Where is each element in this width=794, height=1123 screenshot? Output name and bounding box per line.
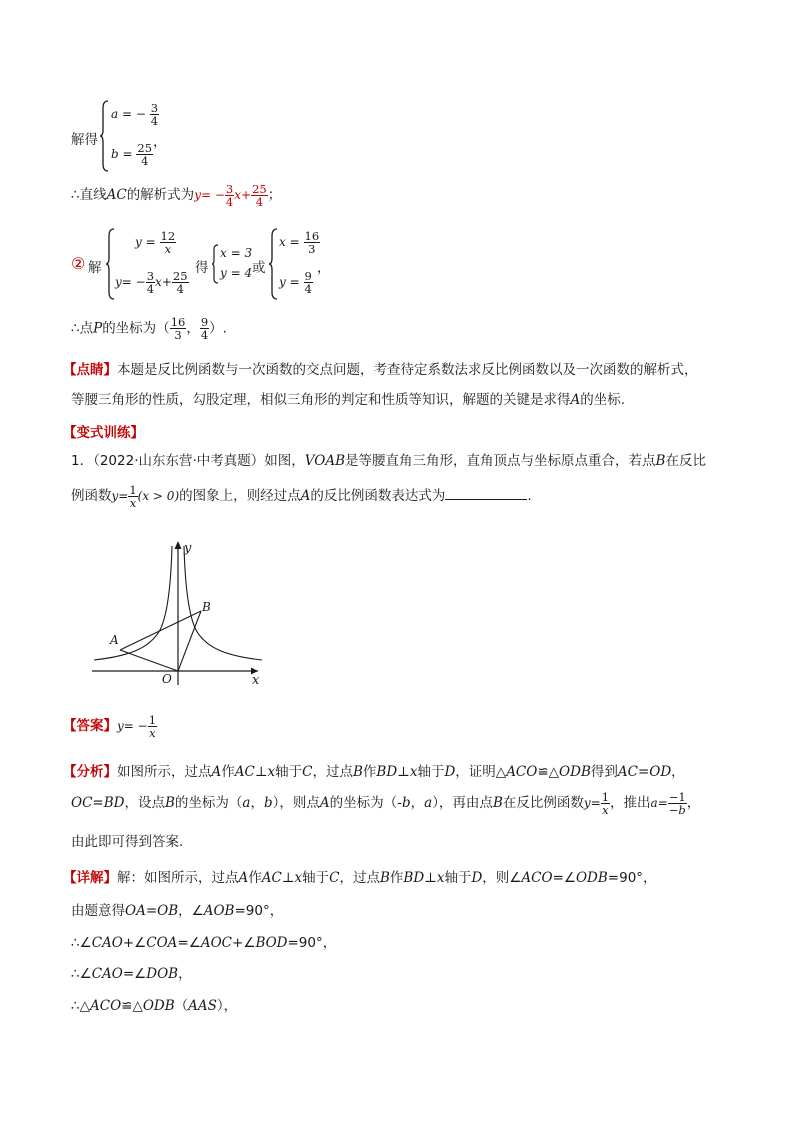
math-symbol: B [379, 870, 390, 886]
text-segment: 轴于 [302, 870, 330, 886]
label-o: O [162, 672, 172, 686]
math-symbol: BOD [255, 935, 288, 951]
left-brace [105, 228, 115, 300]
math-symbol: AC⊥x [261, 870, 303, 886]
solve-label: 解得 [71, 132, 98, 148]
label-y: y [184, 541, 192, 556]
math-symbol: ACO [89, 998, 122, 1014]
text-segment: 轴于 [275, 764, 303, 780]
text-segment: ∴△ [71, 998, 90, 1014]
math-symbol: B [352, 764, 363, 780]
question-line-1: 1．（2022·山东东营·中考真题）如图，VOAB是等腰直角三角形，直角顶点与坐标原点重合，若点B在反比 [71, 453, 706, 469]
text-segment: ≌△ [537, 764, 560, 780]
fraction: $\frac{25}{4}$ [137, 141, 153, 168]
analysis-line-3: 由此即可得到答案. [71, 834, 184, 850]
math-symbol: C [329, 870, 340, 886]
solution-block-1: 解得 a = − $\frac{3}{4}$ b = $\frac{25}{4}$ ， [71, 100, 191, 175]
math-symbol: A [238, 870, 249, 886]
text-segment: ，∠ [178, 903, 204, 919]
detail-line-4 [71, 962, 192, 982]
text-segment: =∠ [552, 870, 576, 886]
y-axis-arrow [175, 541, 182, 549]
math-symbol: OA=OB [125, 903, 179, 919]
math-symbol: C [302, 764, 313, 780]
detail-line-3 [71, 931, 336, 951]
answer-blank[interactable] [445, 487, 527, 500]
math-symbol: ACO [506, 764, 538, 780]
fraction: $\frac{3}{4}$ [150, 101, 159, 128]
answer-line: 【答案】y= − $\frac{1}{x}$ [63, 713, 157, 740]
text-segment: 如图所示，过点 [117, 764, 212, 780]
math-symbol: BD⊥x [403, 870, 445, 886]
solution-row-x: x = $\frac{16}{3}$ [279, 229, 320, 256]
text-segment: 作 [221, 764, 235, 780]
eq-row-b: b = $\frac{25}{4}$ [111, 141, 153, 168]
math-symbol: AAS [188, 998, 217, 1014]
text-segment: ∴∠ [71, 966, 92, 982]
label-b: B [202, 600, 211, 614]
left-brace [211, 244, 219, 284]
math-symbol: CAO [91, 966, 123, 982]
math-symbol: AC⊥x [234, 764, 276, 780]
point-p-coordinates: ∴点P的坐标为（ $\frac{16}{3}$ ， $\frac{9}{4}$ ）. [71, 315, 227, 342]
analysis-line-1 [63, 760, 685, 780]
text-segment: +∠ [232, 935, 256, 951]
dianjing-line-1: 【点睛】本题是反比例函数与一次函数的交点问题，考查待定系数法求反比例函数以及一次函数的解析式， [63, 362, 698, 378]
text-segment: =90°， [234, 903, 284, 919]
math-symbol: CAO [91, 935, 123, 951]
text-segment: =90°， [287, 935, 337, 951]
analysis-text-1 [117, 764, 685, 780]
dianjing-line-2: 等腰三角形的性质，勾股定理，相似三角形的判定和性质等知识，解题的关键是求得A的坐标. [71, 392, 626, 408]
system-row-1: y = $\frac{12}{x}$ [135, 229, 176, 256]
circle-two: ② [71, 254, 86, 273]
detail-line-2 [71, 899, 283, 919]
bianshi-tag: 【变式训练】 [63, 425, 144, 441]
text-segment: 作 [248, 870, 262, 886]
text-segment: 作 [389, 870, 404, 886]
text-segment: ，证明△ [455, 764, 507, 780]
math-symbol: AOB [203, 903, 235, 919]
text-segment: ，过点 [312, 764, 353, 780]
left-brace [99, 100, 109, 172]
solution-block-2: ② 解 y = $\frac{12}{x}$ y= − $\frac{3}{4}$ x+ $\frac{25}{4}$ 得 x = 3 y = 4 或 x = $\frac{16}{3}$ y = $\frac{9}{4}$ ， [71, 226, 331, 304]
segment-oa [120, 650, 178, 671]
math-symbol: ACO [521, 870, 553, 886]
ac-formula: y= − $\frac{3}{4}$ x+ $\frac{25}{4}$ [194, 182, 267, 209]
text-segment: +∠ [122, 935, 147, 951]
right-hyperbola-curve [184, 546, 262, 660]
text-segment: 解：如图所示，过点 [117, 870, 239, 886]
math-symbol: AOC [200, 935, 233, 951]
math-symbol: ODB [142, 998, 175, 1014]
text-segment: 轴于 [417, 764, 445, 780]
math-symbol: AC=OD [617, 764, 672, 780]
detail-text-1 [117, 870, 657, 886]
text-segment: 得到 [590, 764, 618, 780]
text-segment: ）， [216, 998, 238, 1014]
detail-tag: 【详解】 [63, 870, 117, 886]
text-segment: ∴∠ [71, 935, 92, 951]
analysis-tag: 【分析】 [63, 764, 117, 780]
hyperbola-figure [90, 538, 270, 688]
eq-row-a: a = − $\frac{3}{4}$ [111, 101, 159, 128]
text-segment: ，则∠ [482, 870, 522, 886]
left-brace [268, 228, 278, 300]
math-symbol: BD⊥x [376, 764, 418, 780]
label-x: x [252, 673, 260, 688]
left-hyperbola-curve [94, 546, 172, 660]
text-segment: 作 [362, 764, 377, 780]
text-segment: ， [671, 764, 685, 780]
line-ac-equation: ∴直线AC的解析式为y= − $\frac{3}{4}$ x+ $\frac{25}{4}$ ； [71, 182, 282, 209]
math-symbol: ODB [559, 764, 591, 780]
question-line-2: 例函数y= $\frac{1}{x}$ (x > 0)的图象上，则经过点A的反比例函数表达式为 . [71, 483, 532, 510]
math-symbol: D [471, 870, 483, 886]
detail-line-5 [71, 994, 237, 1014]
text-segment: （ [174, 998, 189, 1014]
answer-tag: 【答案】 [63, 718, 117, 734]
text-segment: 轴于 [444, 870, 472, 886]
text-segment: ， [178, 966, 192, 982]
math-symbol: D [444, 764, 456, 780]
solution-row-y: y = $\frac{9}{4}$ [279, 269, 312, 296]
dianjing-tag: 【点睛】 [63, 362, 117, 378]
math-symbol: DOB [146, 966, 179, 982]
text-segment: =90°， [607, 870, 657, 886]
text-segment: =∠ [122, 966, 147, 982]
label-a: A [110, 633, 119, 647]
math-symbol: COA [146, 935, 178, 951]
math-symbol: ODB [575, 870, 608, 886]
text-segment: 由题意得 [71, 903, 125, 919]
text-segment: =∠ [177, 935, 201, 951]
detail-line-1 [63, 866, 657, 886]
text-segment: ，过点 [339, 870, 380, 886]
analysis-line-2: OC=BD，设点B的坐标为（a，b），则点A的坐标为（-b，a），再由点B在反比例函数y= $\frac{1}{x}$ ，推出a= $\frac{-1}{-b}$ ， [71, 790, 701, 817]
text-segment: ≌△ [121, 998, 143, 1014]
math-symbol: A [211, 764, 222, 780]
system-row-2: y= − $\frac{3}{4}$ x+ $\frac{25}{4}$ [115, 269, 188, 296]
